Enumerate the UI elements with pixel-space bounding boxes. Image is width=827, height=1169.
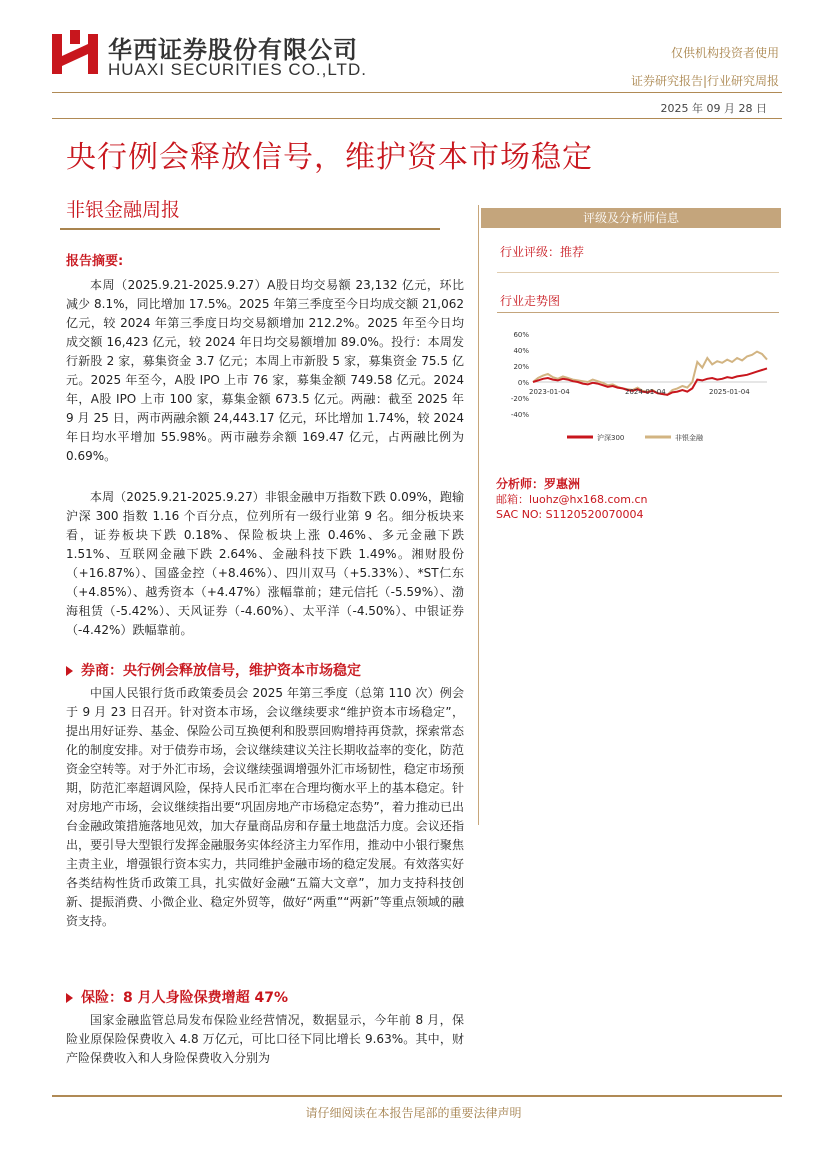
- legend-label: 沪深300: [597, 434, 625, 442]
- report-type: 证券研究报告|行业研究周报: [630, 74, 779, 88]
- industry-trend-chart: [505, 322, 777, 444]
- report-title: 央行例会释放信号，维护资本市场稳定: [66, 140, 593, 175]
- section-insurance-heading: [66, 987, 288, 1007]
- y-tick-label: 0%: [517, 379, 529, 387]
- legend-label: 非银金融: [675, 434, 703, 442]
- analyst-email: 邮箱：luohz@hx168.com.cn: [496, 493, 648, 506]
- summary-paragraph-2: 本周（2025.9.21-2025.9.27）非银金融申万指数下跌 0.09%，跑输沪深 300 指数 1.16 个百分点，位列所有一级行业第 9 名。细分板块来看，证券板块下跌 0.18%、保险板块上涨 0.46%、多元金融下跌 1.51%、互联网金融下跌 2.64%、金融科技下跌 1.49%。湘财股份（+16.87%）、国盛金控（+8.46%）、四川双马（+5.33%）、*ST仁东（+4.85%）、越秀资本（+4.47%）涨幅靠前；建元信托（-5.59%）、渤海租赁（-5.42%）、天风证券（-4.60%）、太平洋（-4.50%）、中银证券（-4.42%）跌幅靠前。: [66, 490, 464, 637]
- triangle-bullet-icon: [66, 993, 73, 1003]
- header-divider: [52, 92, 782, 93]
- report-date: 2025 年 09 月 28 日: [660, 102, 767, 115]
- section-insurance-paragraph: 国家金融监管总局发布保险业经营情况，数据显示，今年前 8 月，保险业原保险保费收入 4.8 万亿元，可比口径下同比增长 9.63%。其中，财产险保费收入和人身险保费收入分别为: [66, 1013, 464, 1065]
- section-brokerage-heading-text: 券商：央行例会释放信号，维护资本市场稳定: [81, 663, 361, 679]
- y-tick-label: -20%: [510, 395, 529, 403]
- rating-info-bar: 评级及分析师信息: [481, 208, 781, 228]
- analyst-name: 分析师：罗惠洲: [496, 477, 581, 491]
- y-tick-label: -40%: [510, 411, 529, 419]
- summary-paragraph-1: 本周（2025.9.21-2025.9.27）A股日均交易额 23,132 亿元，环比减少 8.1%，同比增加 17.5%。2025 年第三季度至今日均成交额 21,062 亿元，较 2024 年第三季度日均交易额增加 212.2%。2025 年至今日均成交额 16,423 亿元，较 2024 年日均交易额增加 89.0%。投行：本周发行新股 2 家，募集资金 3.7 亿元；本周上市新股 5 家，募集资金 75.5 亿元。2025 年至今，A股 IPO 上市 76 家，募集金额 749.58 亿元。2024 年，A股 IPO 上市 100 家，募集金额 673.5 亿元。两融：截至 2025 年 9 月 25 日，两市两融余额 24,443.17 亿元，环比增加 1.74%，较 2024 年日均水平增加 55.98%。两市融券余额 169.47 亿元，占两融比例为 0.69%。: [66, 278, 464, 463]
- y-tick-label: 60%: [513, 331, 529, 339]
- y-tick-label: 40%: [513, 347, 529, 355]
- section-brokerage-paragraph: 中国人民银行货币政策委员会 2025 年第三季度（总第 110 次）例会于 9 月 23 日召开。针对资本市场，会议继续要求“维护资本市场稳定”，提出用好证券、基金、保险公司互换便利和股票回购增持再贷款，探索常态化的制度安排。对于债券市场，会议继续建议关注长期收益率的变化，防范资金空转等。对于外汇市场，会议继续强调增强外汇市场韧性，稳定市场预期，防范汇率超调风险，保持人民币汇率在合理均衡水平上的基本稳定。针对房地产市场，会议继续指出要“巩固房地产市场稳定态势”，着力推动已出台金融政策措施落地见效，加大存量商品房和存量土地盘活力度。会议还指出，要引导大型银行发挥金融服务实体经济主力军作用，推动中小银行聚焦主责主业，增强银行资本实力，共同维护金融市场的稳定发展。有效落实好各类结构性货币政策工具，扎实做好金融“五篇大文章”，加力支持科技创新、提振消费、小微企业、稳定外贸等，做好“两重”“两新”等重点领域的融资支持。: [66, 686, 464, 928]
- x-tick-label: 2024-01-04: [625, 388, 666, 396]
- triangle-bullet-icon: [66, 666, 73, 676]
- x-tick-label: 2025-01-04: [709, 388, 750, 396]
- audience-note: 仅供机构投资者使用: [670, 46, 779, 60]
- company-name-en: HUAXI SECURITIES CO.,LTD.: [108, 60, 367, 79]
- company-name-cn: 华西证券股份有限公司: [108, 36, 358, 64]
- report-subtitle: 非银金融周报: [66, 199, 181, 221]
- summary-heading: 报告摘要:: [66, 254, 124, 269]
- analyst-sac-number: SAC NO: S1120520070004: [496, 508, 644, 521]
- trend-chart-title: 行业走势图: [500, 294, 561, 308]
- rating-divider: [497, 272, 779, 273]
- y-tick-label: 20%: [513, 363, 529, 371]
- trend-title-divider: [497, 312, 779, 313]
- legal-disclaimer-note: 请仔细阅读在本报告尾部的重要法律声明: [305, 1106, 522, 1120]
- section-insurance-heading-text: 保险：8 月人身险保费增超 47%: [81, 990, 288, 1006]
- x-tick-label: 2023-01-04: [529, 388, 570, 396]
- industry-rating: 行业评级：推荐: [500, 245, 585, 259]
- huaxi-logo-icon: [52, 30, 98, 78]
- section-brokerage-heading: [66, 660, 361, 680]
- footer-divider: [52, 1095, 782, 1097]
- subtitle-underline: [60, 228, 440, 230]
- sidebar-divider: [478, 205, 479, 825]
- date-divider: [52, 118, 782, 119]
